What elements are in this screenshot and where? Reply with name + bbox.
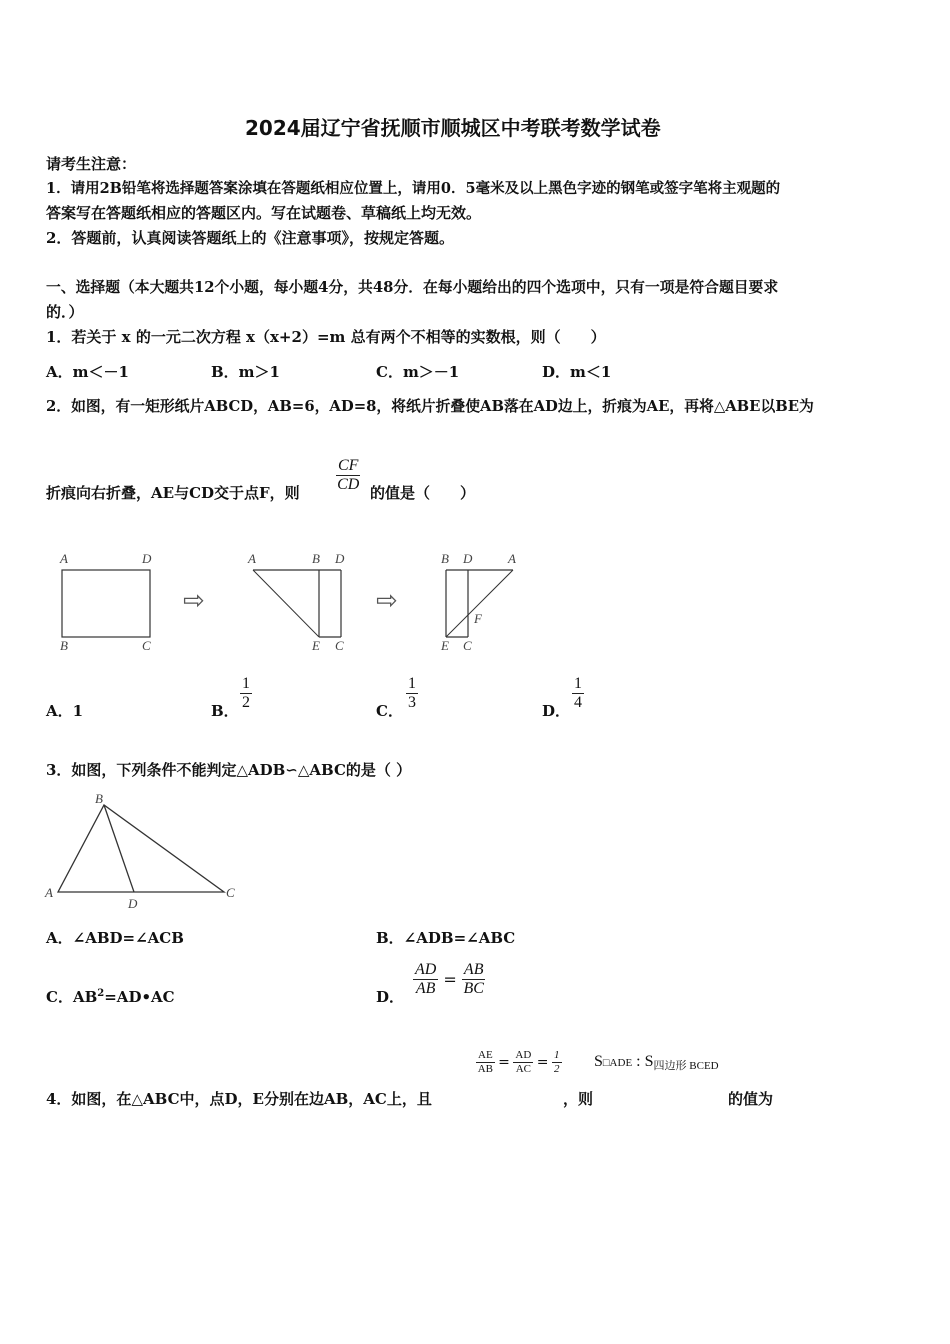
q2-option-a-label[interactable] xyxy=(46,700,83,721)
fraction-denominator: 3 xyxy=(408,694,416,711)
fig1-label-c: C xyxy=(142,638,151,653)
q4-ratio-formula xyxy=(476,1049,562,1076)
fig2-label-c: C xyxy=(335,638,344,653)
q3-option-a[interactable]: A．∠ABD=∠ACB xyxy=(46,929,184,947)
q2-stem-line1: 2．如图，有一矩形纸片ABCD，AB=6，AD=8，将纸片折叠使AB落在AD边上，折痕为AE，再将△ABE以BE为 xyxy=(46,398,814,415)
fraction-numerator: 1 xyxy=(574,675,582,692)
fig3-label-c: C xyxy=(463,638,472,653)
option-text: =AD•AC xyxy=(104,988,175,1006)
q2-option-d-fraction xyxy=(572,675,584,712)
segment-bd xyxy=(104,805,134,892)
fig2-label-b: B xyxy=(312,551,320,566)
fraction-denominator: 2 xyxy=(554,1063,560,1075)
q2-option-c-label[interactable]: C． xyxy=(376,702,403,720)
triangle-abc xyxy=(58,805,224,892)
q1-option-b[interactable]: B．m＞1 xyxy=(211,363,280,381)
fraction-denominator: 4 xyxy=(574,694,582,711)
fig3-label-e: E xyxy=(441,638,449,653)
fraction-numerator: 1 xyxy=(554,1049,560,1061)
option-text: C．AB xyxy=(46,988,98,1006)
fraction-denominator: AB xyxy=(415,980,436,997)
q1-option-d[interactable]: D．m＜1 xyxy=(542,363,612,381)
q2-option-c-fraction xyxy=(406,675,418,712)
fig3-label-f: F xyxy=(474,611,482,626)
q3-stem: 3．如图，下列条件不能判定△ADB∽△ABC的是（ ） xyxy=(46,761,412,779)
q3-label-c: C xyxy=(226,885,235,900)
notice-heading: 请考生注意： xyxy=(46,155,137,173)
arrow-right-icon: ⇨ xyxy=(183,586,205,616)
q3-label-b: B xyxy=(95,791,103,806)
area-subscript: 四边形 BCED xyxy=(653,1060,719,1072)
fraction-numerator: AB xyxy=(463,961,484,978)
q3-figure xyxy=(40,790,250,915)
q4-stem-b: ，则 xyxy=(563,1090,594,1108)
arrow-right-icon: ⇨ xyxy=(376,586,398,616)
fig3-label-b: B xyxy=(441,551,449,566)
superscript: 2 xyxy=(97,988,105,999)
q1-stem: 1．若关于 x 的一元二次方程 x（x+2）=m 总有两个不相等的实数根，则（ ） xyxy=(46,328,606,346)
q3-option-d-label[interactable]: D． xyxy=(376,988,405,1006)
section-heading: 一、选择题（本大题共12个小题，每小题4分，共48分．在每小题给出的四个选项中，只有一项是符合题目要求 xyxy=(46,279,779,296)
fig1-label-a: A xyxy=(60,551,68,566)
fraction-numerator: AD xyxy=(415,961,437,978)
fig3-label-a: A xyxy=(508,551,516,566)
equals-sign: = xyxy=(536,1054,549,1071)
notice-line-2: 2．答题前，认真阅读答题纸上的《注意事项》，按规定答题。 xyxy=(46,229,454,247)
fig1-label-d: D xyxy=(142,551,152,566)
fraction-numerator: AE xyxy=(478,1049,493,1061)
fig1-label-b: B xyxy=(60,638,68,653)
q3-label-a: A xyxy=(45,885,53,900)
equals-sign: = xyxy=(443,970,457,989)
notice-line-1b: 答案写在答题纸相应的答题区内。写在试题卷、草稿纸上均无效。 xyxy=(46,204,482,222)
section-heading-b: 的．） xyxy=(46,303,84,321)
page-title: 2024届辽宁省抚顺市顺城区中考联考数学试卷 xyxy=(245,116,661,140)
area-subscript: □ADE xyxy=(602,1057,633,1069)
option-letter: A． xyxy=(46,702,73,720)
fig1-rectangle xyxy=(62,570,150,637)
fraction-denominator: AC xyxy=(515,1063,531,1075)
fraction-numerator: CF xyxy=(338,457,359,474)
fraction-denominator: CD xyxy=(337,476,360,493)
fraction-denominator: AB xyxy=(477,1063,493,1075)
q3-option-d-formula xyxy=(413,961,485,998)
notice-line-1: 1．请用2B铅笔将选择题答案涂填在答题纸相应位置上，请用0．5毫米及以上黑色字迹的钢笔或签字笔将主观题的 xyxy=(46,180,781,197)
fig2-label-a: A xyxy=(248,551,256,566)
area-symbol: S xyxy=(644,1053,654,1070)
fig3-label-d: D xyxy=(463,551,473,566)
fraction-numerator: 1 xyxy=(242,675,250,692)
option-value: 1 xyxy=(72,702,84,720)
q4-area-ratio xyxy=(594,1053,719,1073)
fig2-label-d: D xyxy=(335,551,345,566)
q1-option-c[interactable]: C．m＞－1 xyxy=(376,363,460,381)
fig2-fold-line xyxy=(253,570,319,637)
fraction-numerator: AD xyxy=(515,1049,532,1061)
q3-option-c[interactable] xyxy=(46,986,175,1007)
fraction-denominator: 2 xyxy=(242,694,250,711)
area-symbol: S xyxy=(594,1053,603,1070)
q4-stem-c: 的值为 xyxy=(728,1090,774,1108)
q3-option-b[interactable]: B．∠ADB=∠ABC xyxy=(376,929,516,947)
q2-fraction-cf-cd xyxy=(336,457,360,494)
ratio-colon: : xyxy=(636,1053,641,1070)
equals-sign: = xyxy=(498,1054,510,1071)
fraction-numerator: 1 xyxy=(408,675,416,692)
q2-stem-line2b: 的值是（ ） xyxy=(370,484,476,502)
q2-option-d-label[interactable]: D． xyxy=(542,702,571,720)
q2-option-b-fraction xyxy=(240,675,252,712)
q2-stem-line2a: 折痕向右折叠，AE与CD交于点F，则 xyxy=(46,484,300,502)
fig2-label-e: E xyxy=(312,638,320,653)
q2-option-b-label[interactable]: B． xyxy=(211,702,239,720)
q1-option-a[interactable]: A．m＜－1 xyxy=(46,363,129,381)
q4-stem-a: 4．如图，在△ABC中，点D，E分别在边AB，AC上，且 xyxy=(46,1090,432,1108)
fig3-ae-line xyxy=(446,570,513,637)
q2-figure xyxy=(40,545,540,660)
fraction-denominator: BC xyxy=(463,980,484,997)
q3-label-d: D xyxy=(128,896,138,911)
